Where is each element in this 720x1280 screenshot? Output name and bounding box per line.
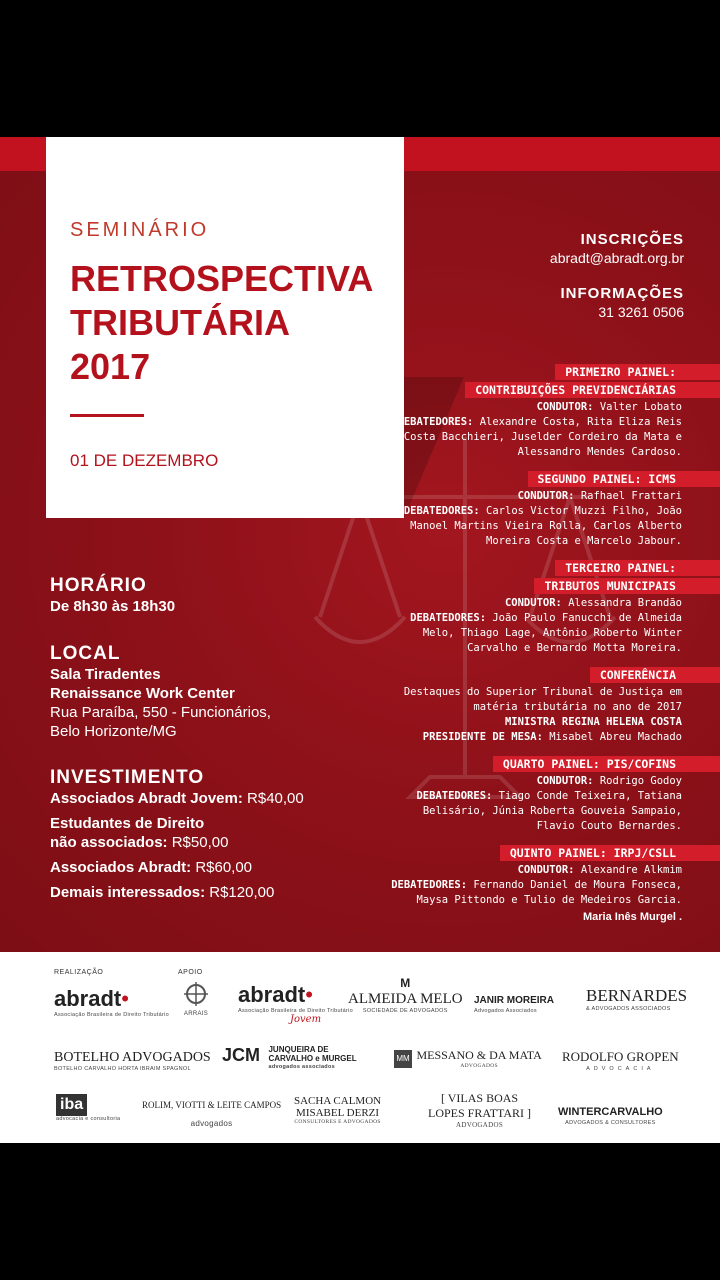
panel-title: CONTRIBUIÇÕES PREVIDENCIÁRIAS	[465, 382, 720, 398]
inscricoes-label: INSCRIÇÕES	[580, 231, 684, 248]
panel-title: QUARTO PAINEL: PIS/COFINS	[493, 756, 720, 772]
panel-title: QUINTO PAINEL: IRPJ/CSLL	[500, 845, 720, 861]
sponsor-logos	[0, 952, 720, 1143]
inscricoes-email[interactable]: abradt@abradt.org.br	[549, 250, 684, 266]
inscricoes-block	[550, 231, 684, 266]
local-line: Renaissance Work Center	[50, 685, 235, 702]
price-row: Associados Abradt: R$60,00	[50, 859, 253, 876]
local-heading: LOCAL	[50, 643, 121, 664]
event-date: 01 DE DEZEMBRO	[70, 451, 219, 470]
panel-title: TERCEIRO PAINEL:	[555, 560, 720, 576]
price-row: Demais interessados: R$120,00	[50, 884, 275, 901]
botelho-logo[interactable]: BOTELHO ADVOGADOS BOTELHO CARVALHO HORTA IBRAIM SPAGNOL	[54, 1050, 211, 1072]
sacha-calmon-logo[interactable]: SACHA CALMON MISABEL DERZI CONSULTORES E ADVOGADOS	[294, 1095, 382, 1125]
event-title	[70, 257, 373, 389]
poster	[0, 137, 720, 1143]
rodolfo-gropen-logo[interactable]: RODOLFO GROPEN ADVOCACIA	[562, 1049, 679, 1072]
investimento-heading: INVESTIMENTO	[50, 767, 205, 788]
jcm-logo[interactable]: JCM JUNQUEIRA DE CARVALHO e MURGEL advogados associados	[222, 1045, 357, 1070]
messano-logo[interactable]: MM MESSANO & DA MATA ADVOGADOS	[394, 1048, 542, 1069]
ship-wheel-icon	[181, 982, 211, 1006]
local-line: Rua Paraíba, 550 - Funcionários,	[50, 704, 271, 721]
abradt-jovem-logo[interactable]: abradt• Associação Brasileira de Direito Tributário Jovem	[238, 982, 353, 1025]
panel-quinto: QUINTO PAINEL: IRPJ/CSLL CONDUTOR: Alexandre Alkmim DEBATEDORES: Fernando Daniel de Moura Fonseca, Maysa Pittondo e Tulio de Medeiros Garcia. Maria Inês Murgel .	[342, 844, 682, 923]
price-row: Estudantes de Direito	[50, 815, 205, 832]
informacoes-phone[interactable]: 31 3261 0506	[598, 304, 684, 320]
title-line: 2017	[70, 346, 151, 387]
price-row: não associados: R$50,00	[50, 834, 229, 851]
title-divider	[70, 414, 144, 417]
apoio-label: APOIO	[178, 969, 203, 976]
abradt-logo[interactable]: abradt• Associação Brasileira de Direito Tributário	[54, 986, 169, 1018]
panel-segundo: SEGUNDO PAINEL: ICMS CONDUTOR: Rafhael Frattari DEBATEDORES: Carlos Victor Muzzi Filho, João Manoel Martins Vieira Rolla, Carlos Alberto Moreira Costa e Marcelo Jabour.	[342, 470, 682, 548]
realizacao-label: REALIZAÇÃO	[54, 969, 104, 976]
almeida-melo-logo[interactable]: M ALMEIDA MELO SOCIEDADE DE ADVOGADOS	[348, 976, 463, 1014]
panel-title: TRIBUTOS MUNICIPAIS	[534, 578, 720, 594]
artist-signature: Maria Inês Murgel .	[582, 911, 682, 923]
event-type: SEMINÁRIO	[70, 219, 210, 241]
bernardes-logo[interactable]: BERNARDES & ADVOGADOS ASSOCIADOS	[586, 986, 688, 1012]
program-panels	[342, 363, 682, 934]
winter-carvalho-logo[interactable]: WINTERCARVALHO ADVOGADOS & CONSULTORES	[558, 1106, 663, 1126]
vilas-boas-logo[interactable]: [ VILAS BOAS LOPES FRATTARI ] ADVOGADOS	[428, 1091, 532, 1129]
panel-title: SEGUNDO PAINEL: ICMS	[528, 471, 720, 487]
panel-primeiro: PRIMEIRO PAINEL: CONTRIBUIÇÕES PREVIDENCIÁRIAS CONDUTOR: Valter Lobato DEBATEDORES: Alexandre Costa, Rita Eliza Reis da Costa Bacchieri, Juselder Cordeiro da Mata e Alessandro Mendes Cardoso.	[342, 363, 682, 459]
local-block	[50, 643, 271, 741]
local-line: Belo Horizonte/MG	[50, 723, 177, 740]
horario-block	[50, 575, 175, 616]
title-line: TRIBUTÁRIA	[70, 302, 290, 343]
iba-logo[interactable]: iba advocacia e consultoria	[56, 1096, 121, 1122]
panel-conferencia: CONFERÊNCIA Destaques do Superior Tribunal de Justiça em matéria tributária no ano de 2017 MINISTRA REGINA HELENA COSTA PRESIDENTE DE MESA: Misabel Abreu Machado	[342, 666, 682, 744]
panel-title: PRIMEIRO PAINEL:	[555, 364, 720, 380]
horario-value: De 8h30 às 18h30	[50, 598, 176, 615]
local-line: Sala Tiradentes	[50, 666, 161, 683]
panel-title: CONFERÊNCIA	[590, 667, 720, 683]
rolim-logo[interactable]: ROLIM, VIOTTI & LEITE CAMPOS advogados	[142, 1100, 282, 1128]
title-line: RETROSPECTIVA	[70, 258, 374, 299]
investimento-block	[50, 767, 304, 902]
panel-terceiro: TERCEIRO PAINEL: TRIBUTOS MUNICIPAIS CONDUTOR: Alessandra Brandão DEBATEDORES: João Paulo Fanucchi de Almeida Melo, Thiago Lage, Antônio Roberto Winter Carvalho e Bernardo Motta Moreira.	[342, 559, 682, 655]
arrais-logo[interactable]: ARRAIS	[176, 982, 216, 1017]
panel-quarto: QUARTO PAINEL: PIS/COFINS CONDUTOR: Rodrigo Godoy DEBATEDORES: Tiago Conde Teixeira, Tatiana Belisário, Júnia Roberta Gouveia Sampaio, Flavio Couto Bernardes.	[342, 755, 682, 833]
informacoes-label: INFORMAÇÕES	[560, 285, 684, 302]
horario-heading: HORÁRIO	[50, 575, 147, 596]
price-row: Associados Abradt Jovem: R$40,00	[50, 790, 304, 807]
janir-moreira-logo[interactable]: JANIR MOREIRA Advogados Associados	[474, 995, 555, 1014]
informacoes-block	[561, 285, 685, 320]
